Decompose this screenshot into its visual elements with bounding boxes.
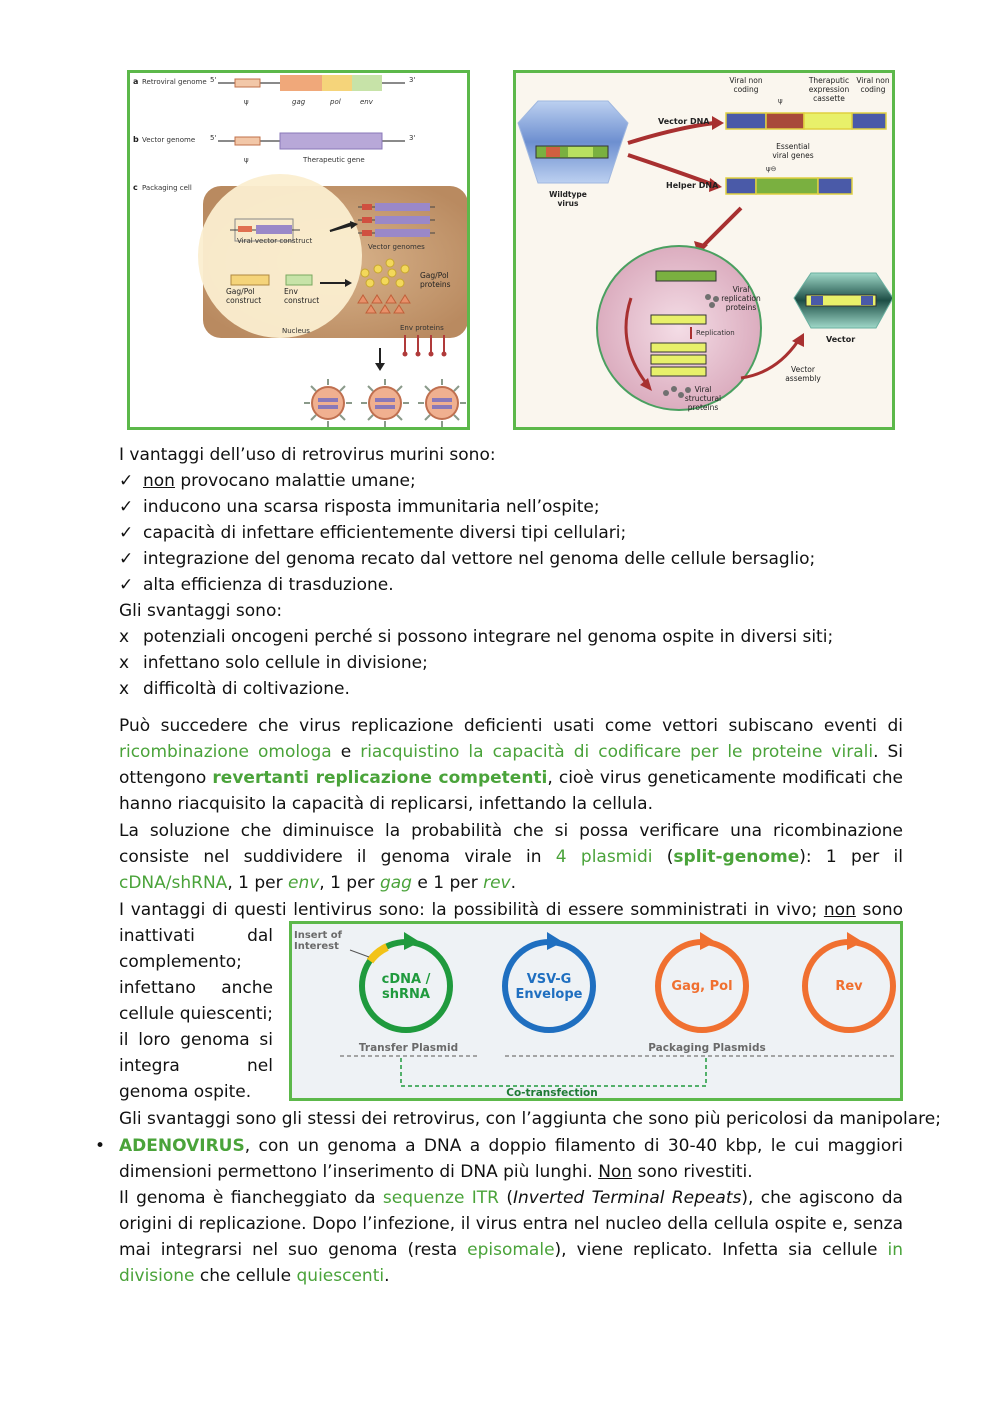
env-proteins-label: Env proteins bbox=[400, 324, 444, 332]
advantages-intro: I vantaggi dell’uso di retrovirus murini sono: bbox=[119, 445, 496, 465]
pol-label: pol bbox=[330, 98, 341, 106]
non-underlined-2: non bbox=[823, 900, 856, 920]
check-icon: ✓ bbox=[119, 549, 134, 569]
packaging-plasmids-label: Packaging Plasmids bbox=[648, 1042, 766, 1054]
non-underlined: non bbox=[143, 471, 175, 491]
psi-b: ψ bbox=[244, 156, 249, 164]
revertants-term: revertanti replicazione competenti bbox=[212, 768, 548, 788]
x-mark-icon: x bbox=[119, 627, 130, 647]
plasmids-diagram bbox=[292, 924, 900, 1098]
env-term: env bbox=[287, 873, 320, 893]
disadvantage-item-3 bbox=[119, 676, 350, 702]
vector-label: Vector bbox=[826, 335, 856, 344]
panel-b-letter: b bbox=[133, 135, 139, 144]
vector-genome-label: Vector genome bbox=[142, 136, 196, 144]
transfer-plasmid-label: Transfer Plasmid bbox=[358, 1042, 459, 1054]
check-icon: ✓ bbox=[119, 575, 134, 595]
adenovirus-term: ADENOVIRUS bbox=[119, 1136, 245, 1156]
gagpol-plasmid-label: Gag, Pol bbox=[671, 979, 733, 994]
three-prime-a: 3' bbox=[409, 76, 416, 84]
non-underlined-3: Non bbox=[598, 1162, 633, 1182]
check-icon: ✓ bbox=[119, 523, 134, 543]
vector-assembly-label: Vector assembly bbox=[785, 365, 821, 383]
disadvantage-item-2 bbox=[119, 650, 428, 676]
advantage-item-1 bbox=[119, 468, 416, 494]
disadvantage-item-1 bbox=[119, 624, 834, 650]
check-icon: ✓ bbox=[119, 471, 134, 491]
reacquire-capacity-term: riacquistino la capacità di codificare per le proteine virali bbox=[360, 742, 874, 762]
panel-a-letter: a bbox=[133, 77, 139, 86]
viral-non-coding-left-label: Viral non coding bbox=[729, 76, 763, 94]
five-prime-b: 5' bbox=[210, 134, 217, 142]
advantage-item-3 bbox=[119, 520, 627, 546]
packaging-cell-label: Packaging cell bbox=[142, 184, 192, 192]
x-mark-icon: x bbox=[119, 679, 130, 699]
viral-non-coding-right-label: Viral non coding bbox=[856, 76, 890, 94]
figure-retroviral-packaging bbox=[127, 70, 470, 430]
env-label: env bbox=[360, 98, 373, 106]
itr-term: sequenze ITR bbox=[382, 1188, 499, 1208]
lentivirus-disadvantages: Gli svantaggi sono gli stessi dei retrovirus, con l’aggiunta che sono più pericolosi da manipolare; bbox=[119, 1109, 941, 1129]
nucleus-label: Nucleus bbox=[282, 327, 310, 335]
rev-plasmid-label: Rev bbox=[835, 979, 863, 994]
advantage-item-1-text: provocano malattie umane; bbox=[174, 471, 416, 491]
advantage-item-5 bbox=[119, 572, 394, 598]
advantage-item-3-text: capacità di infettare efficientemente diversi tipi cellulari; bbox=[143, 523, 627, 543]
four-plasmids-term: 4 plasmidi bbox=[555, 847, 653, 867]
bullet-icon: • bbox=[95, 1136, 106, 1156]
advantage-item-4-text: integrazione del genoma recato dal vettore nel genoma delle cellule bersaglio; bbox=[143, 549, 816, 569]
retroviral-genome-label: Retroviral genome bbox=[142, 78, 207, 86]
cdna-shrna-plasmid-label: cDNA / shRNA bbox=[381, 972, 431, 1002]
gag-label: gag bbox=[292, 98, 306, 106]
advantage-item-5-text: alta efficienza di trasduzione. bbox=[143, 575, 394, 595]
lentivirus-advantages-column: inattivati dal complemento; infettano anche cellule quiescenti; il loro genoma si integra nel genoma ospite. bbox=[119, 926, 273, 1102]
viral-replication-proteins-label: Viral replication proteins bbox=[721, 285, 761, 312]
paragraph-adenovirus: ADENOVIRUS, con un genoma a DNA a doppio filamento di 30-40 kbp, le cui maggiori dimensioni permettono l’inserimento di DNA più lunghi. Non sono rivestiti. bbox=[119, 1136, 903, 1182]
psi-a: ψ bbox=[244, 98, 249, 106]
advantage-item-2-text: inducono una scarsa risposta immunitaria nell’ospite; bbox=[143, 497, 600, 517]
psi-label: ψ bbox=[778, 97, 783, 105]
vector-genomes-label: Vector genomes bbox=[368, 243, 425, 251]
disadvantage-item-1-text: potenziali oncogeni perché si possono integrare nel genoma ospite in diversi siti; bbox=[143, 627, 834, 647]
episomal-term: episomale bbox=[467, 1240, 555, 1260]
viral-vector-construct-label: Viral vector construct bbox=[237, 237, 313, 245]
figure-plasmids bbox=[289, 921, 903, 1101]
figure-vector-production bbox=[513, 70, 895, 430]
dividing-term: in divisione bbox=[119, 1240, 903, 1286]
therapeutic-gene-label: Therapeutic gene bbox=[303, 156, 365, 164]
disadvantages-intro: Gli svantaggi sono: bbox=[119, 601, 283, 621]
lentivirus-advantages-line: I vantaggi di questi lentivirus sono: la possibilità di essere somministrati in vivo; non sono bbox=[119, 900, 903, 920]
x-mark-icon: x bbox=[119, 653, 130, 673]
cotransfection-label: Co-transfection bbox=[506, 1087, 598, 1099]
paragraph-revertants: Può succedere che virus replicazione deficienti usati come vettori subiscano eventi di ricombinazione omologa e riacquistino la capacità di codificare per le proteine virali. Si ottengono revertanti replicazione competenti, cioè virus geneticamente modificati che hanno riacquisito la capacità di replicarsi, infettando la cellula. bbox=[119, 716, 903, 814]
wildtype-virus-label: Wildtype virus bbox=[549, 190, 587, 208]
split-genome-term: split-genome bbox=[673, 847, 800, 867]
env-construct-label: Env construct bbox=[284, 287, 320, 305]
homologous-recombination-term: ricombinazione omologa bbox=[119, 742, 332, 762]
advantage-item-4 bbox=[119, 546, 816, 572]
insert-of-interest-label: Insert of Interest bbox=[294, 930, 342, 952]
paragraph-itr: Il genoma è fiancheggiato da sequenze ITR (Inverted Terminal Repeats), che agiscono da origini di replicazione. Dopo l’infezione, il virus entra nel nucleo della cellula ospite e, senza mai integrarsi nel suo genoma (resta episomale), viene replicato. Infetta sia cellule in divisione che cellule quiescenti. bbox=[119, 1188, 903, 1286]
five-prime-a: 5' bbox=[210, 76, 217, 84]
itr-expansion: Inverted Terminal Repeats bbox=[513, 1188, 742, 1208]
disadvantage-item-3-text: difficoltà di coltivazione. bbox=[143, 679, 350, 699]
disadvantage-item-2-text: infettano solo cellule in divisione; bbox=[143, 653, 428, 673]
gag-term: gag bbox=[379, 873, 412, 893]
rev-term: rev bbox=[483, 873, 511, 893]
psi-minus-label: ψ⊖ bbox=[766, 165, 777, 173]
essential-viral-genes-label: Essential viral genes bbox=[772, 142, 814, 160]
helper-dna-label: Helper DNA bbox=[666, 181, 719, 190]
therapeutic-cassette-label: Theraputic expression cassette bbox=[808, 76, 850, 103]
panel-c-letter: c bbox=[133, 183, 138, 192]
advantage-item-2 bbox=[119, 494, 600, 520]
vector-dna-label: Vector DNA bbox=[658, 117, 710, 126]
vsvg-envelope-plasmid-label: VSV-G Envelope bbox=[515, 972, 583, 1002]
vector-production-diagram bbox=[516, 73, 892, 427]
three-prime-b: 3' bbox=[409, 134, 416, 142]
viral-structural-proteins-label: Viral structural proteins bbox=[684, 385, 722, 412]
replication-label: Replication bbox=[696, 329, 735, 337]
check-icon: ✓ bbox=[119, 497, 134, 517]
gagpol-construct-label: Gag/Pol construct bbox=[226, 287, 262, 305]
gagpol-proteins-label: Gag/Pol proteins bbox=[420, 271, 451, 289]
quiescent-term: quiescenti bbox=[296, 1266, 385, 1286]
paragraph-split-genome: La soluzione che diminuisce la probabilità che si possa verificare una ricombinazione consiste nel suddividere il genoma virale in 4 plasmidi (split-genome): 1 per il cDNA/shRNA, 1 per env, 1 per gag e 1 per rev. bbox=[119, 821, 903, 893]
cdna-shrna-term: cDNA/shRNA bbox=[119, 873, 228, 893]
